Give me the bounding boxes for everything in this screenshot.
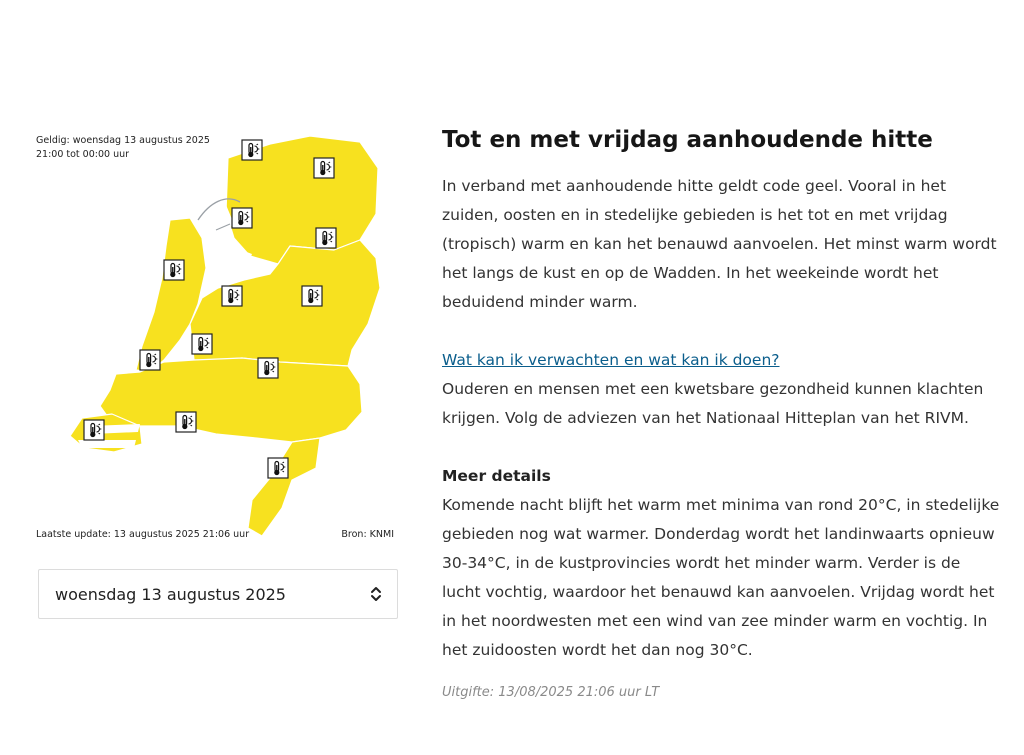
thermometer-sun-icon [232,208,252,228]
thermometer-sun-icon [258,358,278,378]
netherlands-warning-map [30,128,402,548]
intro-paragraph: In verband met aanhoudende hitte geldt code geel. Vooral in het zuiden, oosten en in stedelijke gebieden is het tot en met vrijdag (tropisch) warm en kan het benauwd aanvoelen. Het minst warm wordt het langs de kust en op de Wadden. In het weekeinde wordt het beduidend minder warm. [442,177,997,311]
issued-timestamp: Uitgifte: 13/08/2025 21:06 uur LT [442,685,660,700]
warning-article [442,124,1002,700]
thermometer-sun-icon [268,458,288,478]
advice-paragraph: Ouderen en mensen met een kwetsbare gezondheid kunnen klachten krijgen. Volg de adviezen van het Nationaal Hitteplan van het RIVM. [442,380,984,427]
thermometer-sun-icon [314,158,334,178]
region-limburg [248,438,320,536]
advice-link[interactable]: Wat kan ik verwachten en wat kan ik doen? [442,351,780,369]
thermometer-sun-icon [164,260,184,280]
thermometer-sun-icon [242,140,262,160]
map-last-update: Laatste update: 13 augustus 2025 21:06 uur [36,529,250,540]
map-valid-date: Geldig: woensdag 13 augustus 2025 [36,135,210,146]
thermometer-sun-icon [140,350,160,370]
date-select[interactable] [38,569,398,619]
thermometer-sun-icon [302,286,322,306]
thermometer-sun-icon [176,412,196,432]
details-paragraph: Komende nacht blijft het warm met minima van rond 20°C, in stedelijke gebieden nog wat warmer. Donderdag wordt het landinwaarts opnieuw 30-34°C, in de kustprovincies wordt het minder warm. Verder is de lucht vochtig, waardoor het benauwd kan aanvoelen. Vrijdag wordt het in het noordwesten met een wind van zee minder warm en vochtig. In het zuidoosten wordt het dan nog 30°C. [442,496,1000,659]
estuary-2 [78,440,136,448]
warning-map-panel [30,128,402,548]
map-source: Bron: KNMI [341,529,394,540]
thermometer-sun-icon [84,420,104,440]
thermometer-sun-icon [316,228,336,248]
map-land [70,136,380,536]
chevron-up-down-icon [369,583,383,605]
date-select-value: woensdag 13 augustus 2025 [55,584,286,604]
page-title: Tot en met vrijdag aanhoudende hitte [442,127,933,153]
map-valid-time: 21:00 tot 00:00 uur [36,149,130,160]
thermometer-sun-icon [222,286,242,306]
details-heading: Meer details [442,467,551,485]
ijsselmeer [206,248,252,282]
thermometer-sun-icon [192,334,212,354]
